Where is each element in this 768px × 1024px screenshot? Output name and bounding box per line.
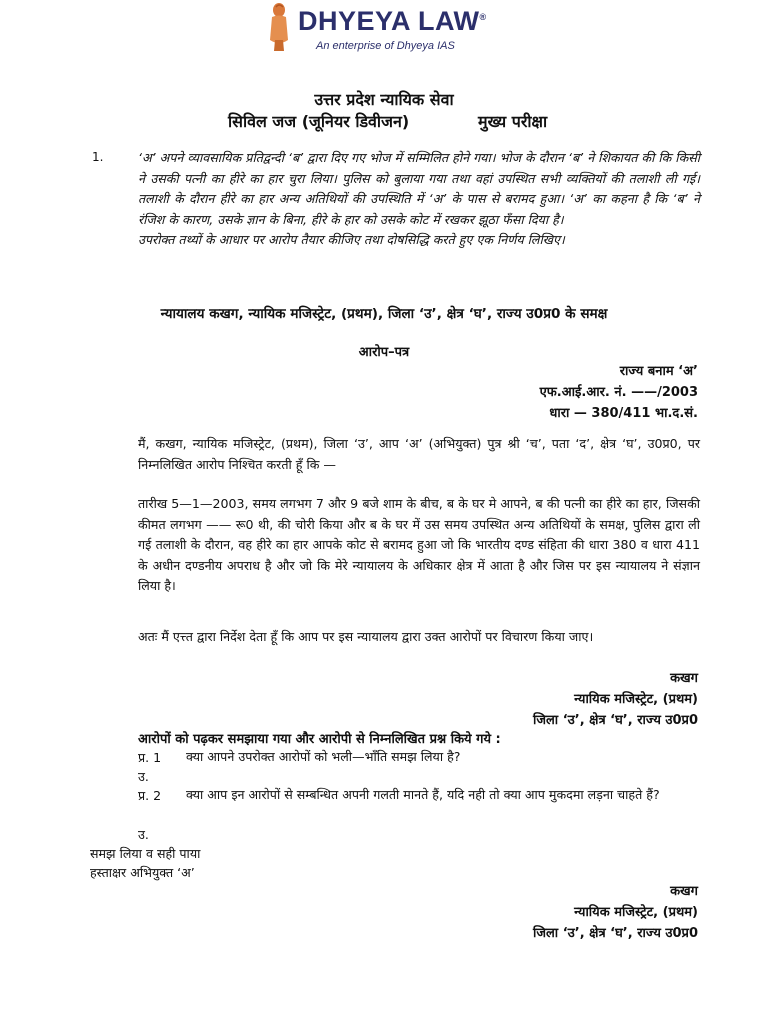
brand-tagline: An enterprise of Dhyeya IAS (316, 40, 455, 52)
q1-label: प्र. 1 (138, 750, 162, 765)
service-title: उत्तर प्रदेश न्यायिक सेवा (314, 90, 454, 109)
fir-number: एफ.आई.आर. नं. ——/2003 (539, 385, 698, 400)
case-details (540, 361, 698, 424)
signature-location: जिला ‘उ’, क्षेत्र ‘घ’, राज्य उ0प्र0 (532, 926, 698, 941)
brand-logo (262, 2, 512, 56)
charge-paragraph-3: अतः मैं एत्त्त द्वारा निर्देश देता हूँ कि आप पर इस न्यायालय द्वारा उक्त आरोपों पर विचारण किया जाए। (138, 629, 594, 644)
magistrate-signature-2 (533, 881, 698, 944)
brand-name: DHYEYA LAW® (298, 6, 487, 36)
qa-intro: आरोपों को पढ़कर समझाया गया और आरोपी से निम्नलिखित प्रश्न किये गये : (138, 732, 501, 747)
case-title: राज्य बनाम ‘अ’ (619, 364, 698, 379)
question-instruction: उपरोक्त तथ्यों के आधार पर आरोप तैयार कीजिए तथा दोषसिद्धि करते हुए एक निर्णय लिखिए। (138, 232, 565, 247)
signature-name: कखग (670, 884, 698, 899)
case-section: धारा — 380/411 भा.द.सं. (549, 406, 698, 421)
question-body (138, 148, 700, 251)
signature-designation: न्यायिक मजिस्ट्रेट, (प्रथम) (574, 905, 698, 920)
q1-text: क्या आपने उपरोक्त आरोपों को भली—भाँति समझ लिया है? (186, 749, 461, 764)
signature-name: कखग (670, 671, 698, 686)
question-text: ‘अ’ अपने व्यावसायिक प्रतिद्वन्दी ‘ब’ द्वारा दिए गए भोज में सम्मिलित होने गया। भोज के दौरान ‘ब’ ने शिकायत की कि किसी ने उसकी पत्नी का हीरे का हार चुरा लिया। पुलिस को बुलाया गया तथा वहां उपस्थित सभी व्यक्तियों की तलाशी ली गई। तलाशी के दौरान हीरे का हार अन्य अतिथियों की उपस्थिति में ‘अ’ के पास से बरामद हुआ। ‘अ’ का कहना है कि ‘ब’ ने रंजिश के कारण, उसके ज्ञान के बिना, हीरे के हार को उसके कोट में रखकर झूठा फँसा दिया है। (138, 150, 701, 227)
signature-location: जिला ‘उ’, क्षेत्र ‘घ’, राज्य उ0प्र0 (532, 713, 698, 728)
charge-paragraph-1: मैं, कखग, न्यायिक मजिस्ट्रेट, (प्रथम), जिला ‘उ’, आप ‘अ’ (अभियुक्त) पुत्र श्री ‘च’, पता ‘द’, क्षेत्र ‘घ’, उ0प्र0, पर निम्नलिखित आरोप निश्चित करती हूँ कि — (138, 436, 700, 472)
signature-designation: न्यायिक मजिस्ट्रेट, (प्रथम) (574, 692, 698, 707)
magistrate-signature-1 (533, 668, 698, 731)
charge-paragraph-2: तारीख 5—1—2003, समय लगभग 7 और 9 बजे शाम के बीच, ब के घर मे आपने, ब की पत्नी का हीरे का हार, जिसकी कीमत लगभग —— रू0 थी, की चोरी किया और ब के घर में उस समय उपस्थित अन्य अतिथियों के समक्ष, पुलिस द्वारा ली गई तलाशी के दौरान, वह हीरे का हार आपके कोट से बरामद हुआ जो कि भारतीय दण्ड संहिता की धारा 380 व धारा 411 के अधीन दण्डनीय अपराध है और जो कि मेरे न्यायालय के अधिकार क्षेत्र में आता है और जिस पर इस न्यायालय ने संज्ञान लिया है। (138, 496, 700, 593)
q2-label: प्र. 2 (138, 788, 162, 803)
lady-justice-icon (266, 2, 292, 52)
acknowledgement-line-2: हस्ताक्षर अभियुक्त ‘अ’ (90, 865, 195, 880)
acknowledgement-line-1: समझ लिया व सही पाया (90, 846, 201, 861)
q2-text: क्या आप इन आरोपों से सम्बन्धित अपनी गलती मानते हैं, यदि नही तो क्या आप मुकदमा लड़ना चाहते हैं? (186, 787, 660, 802)
a1-label: उ. (138, 769, 149, 784)
charge-sheet-title: आरोप–पत्र (358, 345, 410, 360)
a2-label: उ. (138, 827, 149, 842)
exam-title: सिविल जज (जूनियर डिवीजन) (228, 112, 410, 131)
court-heading: न्यायालय कखग, न्यायिक मजिस्ट्रेट, (प्रथम), जिला ‘उ’, क्षेत्र ‘घ’, राज्य उ0प्र0 के समक्ष (160, 306, 608, 322)
paper-title: मुख्य परीक्षा (478, 112, 548, 131)
question-number: 1. (92, 150, 104, 164)
